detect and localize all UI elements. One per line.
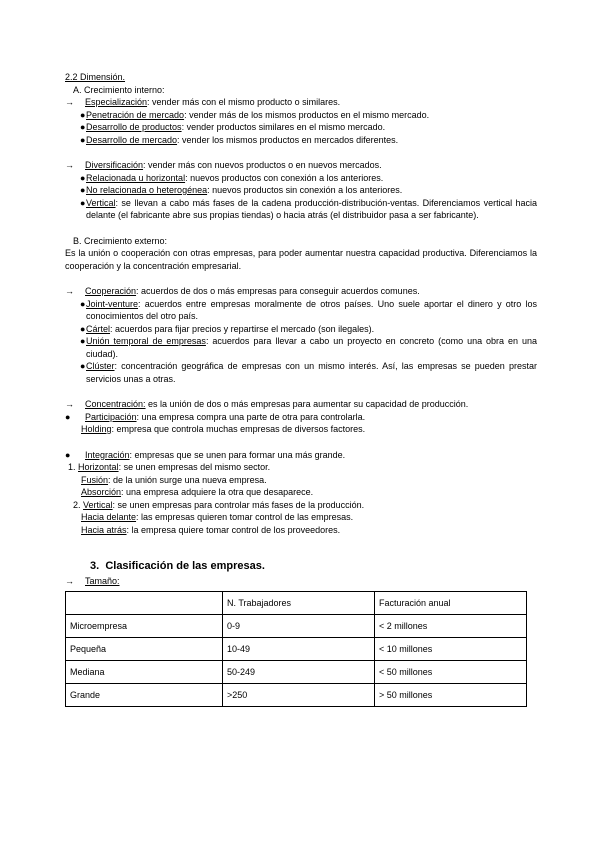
- description: : nuevos productos sin conexión a los anteriores.: [207, 185, 403, 195]
- description: : la empresa quiere tomar control de los proveedores.: [126, 524, 341, 535]
- list-item-hacia-atras: [65, 524, 537, 537]
- list-item: [65, 335, 537, 360]
- bullet-icon: ●: [80, 134, 86, 145]
- bullet-icon: ●: [80, 361, 86, 371]
- table-row: [66, 638, 527, 661]
- bullet-icon: ●: [80, 185, 86, 195]
- bullet-icon: ●: [80, 298, 86, 309]
- description: : nuevos productos con conexión a los anteriores.: [185, 172, 384, 183]
- term: Concentración:: [85, 399, 146, 409]
- term: Joint-venture: [86, 298, 139, 309]
- tamano-label: Tamaño:: [85, 575, 120, 586]
- table-cell: 0-9: [223, 615, 375, 638]
- description: : vender más de los mismos productos en el mismo mercado.: [184, 109, 430, 120]
- term: Desarrollo de productos: [86, 122, 182, 132]
- list-item-diversificacion: [65, 159, 537, 172]
- term: Integración: [85, 449, 130, 460]
- list-item-cooperacion: [65, 285, 537, 298]
- bullet-icon: ●: [80, 336, 86, 346]
- arrow-icon: →: [65, 97, 74, 107]
- list-item: [65, 360, 537, 385]
- description: : acuerdos entre empresas moralmente de otros países. Uno suele aportar el dinero y otro los conocimientos del otro país.: [86, 298, 537, 321]
- description: : vender más con nuevos productos o en nuevos mercados.: [143, 160, 382, 170]
- term: Vertical: [86, 197, 116, 208]
- table-cell: 10-49: [223, 638, 375, 661]
- table-row: [66, 684, 527, 707]
- bullet-icon: ●: [80, 122, 86, 132]
- description: : las empresas quieren tomar control de las empresas.: [136, 512, 354, 522]
- description: : vender productos similares en el mismo mercado.: [181, 122, 386, 132]
- list-item-holding: [65, 423, 537, 436]
- heading-crecimiento-externo: B. Crecimiento externo:: [73, 235, 168, 246]
- bullet-icon: ●: [80, 197, 86, 208]
- term: Clúster: [86, 361, 115, 371]
- section-number: 3.: [90, 560, 100, 572]
- term: Fusión: [81, 474, 109, 485]
- table-cell: >250: [223, 684, 375, 707]
- list-item: [65, 109, 537, 122]
- list-item-concentracion: [65, 398, 537, 411]
- description: : se llevan a cabo más fases de la cadena producción-distribución-ventas. Diferenciamos vertical hacia delante (el fabricante abre sus propias tiendas) o hacia atrás (el distribuidor pasa a ser fabricante).: [86, 197, 537, 220]
- description: es la unión de dos o más empresas para aumentar su capacidad de producción.: [145, 399, 469, 409]
- table-cell: Grande: [66, 684, 223, 707]
- description: : una empresa adquiere la otra que desaparece.: [121, 487, 314, 497]
- heading-crecimiento-interno: A. Crecimiento interno:: [73, 84, 165, 95]
- section-heading-clasificacion: [65, 560, 537, 573]
- term: Vertical: [83, 499, 113, 510]
- list-item-horizontal: [65, 461, 537, 474]
- description: : empresas que se unen para formar una más grande.: [129, 449, 346, 460]
- term: Diversificación: [85, 160, 144, 170]
- list-item-participacion: [65, 411, 537, 424]
- table-cell: < 10 millones: [375, 638, 527, 661]
- list-item-fusion: [65, 474, 537, 487]
- list-item: [65, 323, 537, 336]
- term: Relacionada u horizontal: [86, 172, 186, 183]
- description: : se unen empresas del mismo sector.: [118, 462, 271, 472]
- list-item: [65, 172, 537, 185]
- list-number: 2.: [73, 499, 81, 510]
- description: : vender más con el mismo producto o similares.: [147, 97, 341, 107]
- term: Desarrollo de mercado: [86, 134, 178, 145]
- description: : se unen empresas para controlar más fases de la producción.: [112, 499, 365, 510]
- table-row: [66, 615, 527, 638]
- list-item-integracion: [65, 449, 537, 462]
- size-classification-table: [65, 591, 527, 707]
- description: : empresa que controla muchas empresas de diversos factores.: [111, 424, 366, 434]
- tamano-label-row: [65, 575, 537, 588]
- table-cell: Pequeña: [66, 638, 223, 661]
- list-item: [65, 121, 537, 134]
- list-item-especializacion: [65, 96, 537, 109]
- description: : acuerdos para llevar a cabo un proyecto en concreto (como una obra en una ciudad).: [86, 336, 538, 359]
- table-cell: < 2 millones: [375, 615, 527, 638]
- arrow-icon: →: [65, 160, 74, 170]
- section-heading-text: Clasificación de las empresas.: [105, 560, 265, 572]
- term: Unión temporal de empresas: [86, 336, 206, 346]
- term: Cooperación: [85, 286, 137, 296]
- table-cell: Microempresa: [66, 615, 223, 638]
- bullet-icon: ●: [65, 449, 71, 460]
- table-header-cell: Facturación anual: [375, 592, 527, 615]
- table-cell: < 50 millones: [375, 661, 527, 684]
- intro-paragraph: Es la unión o cooperación con otras empresas, para poder aumentar nuestra capacidad productiva. Diferenciamos la cooperación y la concentración empresarial.: [65, 248, 537, 271]
- bullet-icon: ●: [80, 323, 86, 334]
- term: Horizontal: [78, 462, 119, 472]
- list-number: 1.: [68, 462, 76, 472]
- table-row: [66, 661, 527, 684]
- list-item: [65, 197, 537, 222]
- arrow-icon: →: [65, 286, 74, 296]
- list-item-vertical: [65, 499, 537, 512]
- description: : de la unión surge una nueva empresa.: [108, 474, 267, 485]
- term: Participación: [85, 411, 137, 422]
- list-item: [65, 134, 537, 147]
- arrow-icon: →: [65, 575, 74, 586]
- description: : acuerdos para fijar precios y repartirse el mercado (son ilegales).: [110, 323, 375, 334]
- table-header-cell: [66, 592, 223, 615]
- term: No relacionada o heterogénea: [86, 185, 208, 195]
- bullet-icon: ●: [65, 411, 71, 422]
- table-header-cell: N. Trabajadores: [223, 592, 375, 615]
- term: Penetración de mercado: [86, 109, 185, 120]
- list-item: [65, 184, 537, 197]
- arrow-icon: →: [65, 399, 74, 409]
- list-item: [65, 298, 537, 323]
- term: Absorción: [81, 487, 122, 497]
- table-cell: > 50 millones: [375, 684, 527, 707]
- description: : concentración geográfica de empresas con un mismo interés. Así, las empresas se pueden prestar servicios unas a otras.: [86, 361, 537, 384]
- table-header-row: [66, 592, 527, 615]
- list-item-absorcion: [65, 486, 537, 499]
- description: : acuerdos de dos o más empresas para conseguir acuerdos comunes.: [136, 286, 420, 296]
- term: Especialización: [85, 97, 148, 107]
- term: Cártel: [86, 323, 111, 334]
- description: : vender los mismos productos en mercados diferentes.: [177, 134, 399, 145]
- document-page: [65, 71, 537, 707]
- section-title: 2.2 Dimensión.: [65, 72, 126, 82]
- table-cell: 50-249: [223, 661, 375, 684]
- list-item-hacia-delante: [65, 511, 537, 524]
- bullet-icon: ●: [80, 109, 86, 120]
- description: : una empresa compra una parte de otra para controlarla.: [136, 411, 366, 422]
- bullet-icon: ●: [80, 172, 86, 183]
- term: Hacia delante: [81, 512, 137, 522]
- term: Holding: [81, 424, 112, 434]
- term: Hacia atrás: [81, 524, 127, 535]
- table-cell: Mediana: [66, 661, 223, 684]
